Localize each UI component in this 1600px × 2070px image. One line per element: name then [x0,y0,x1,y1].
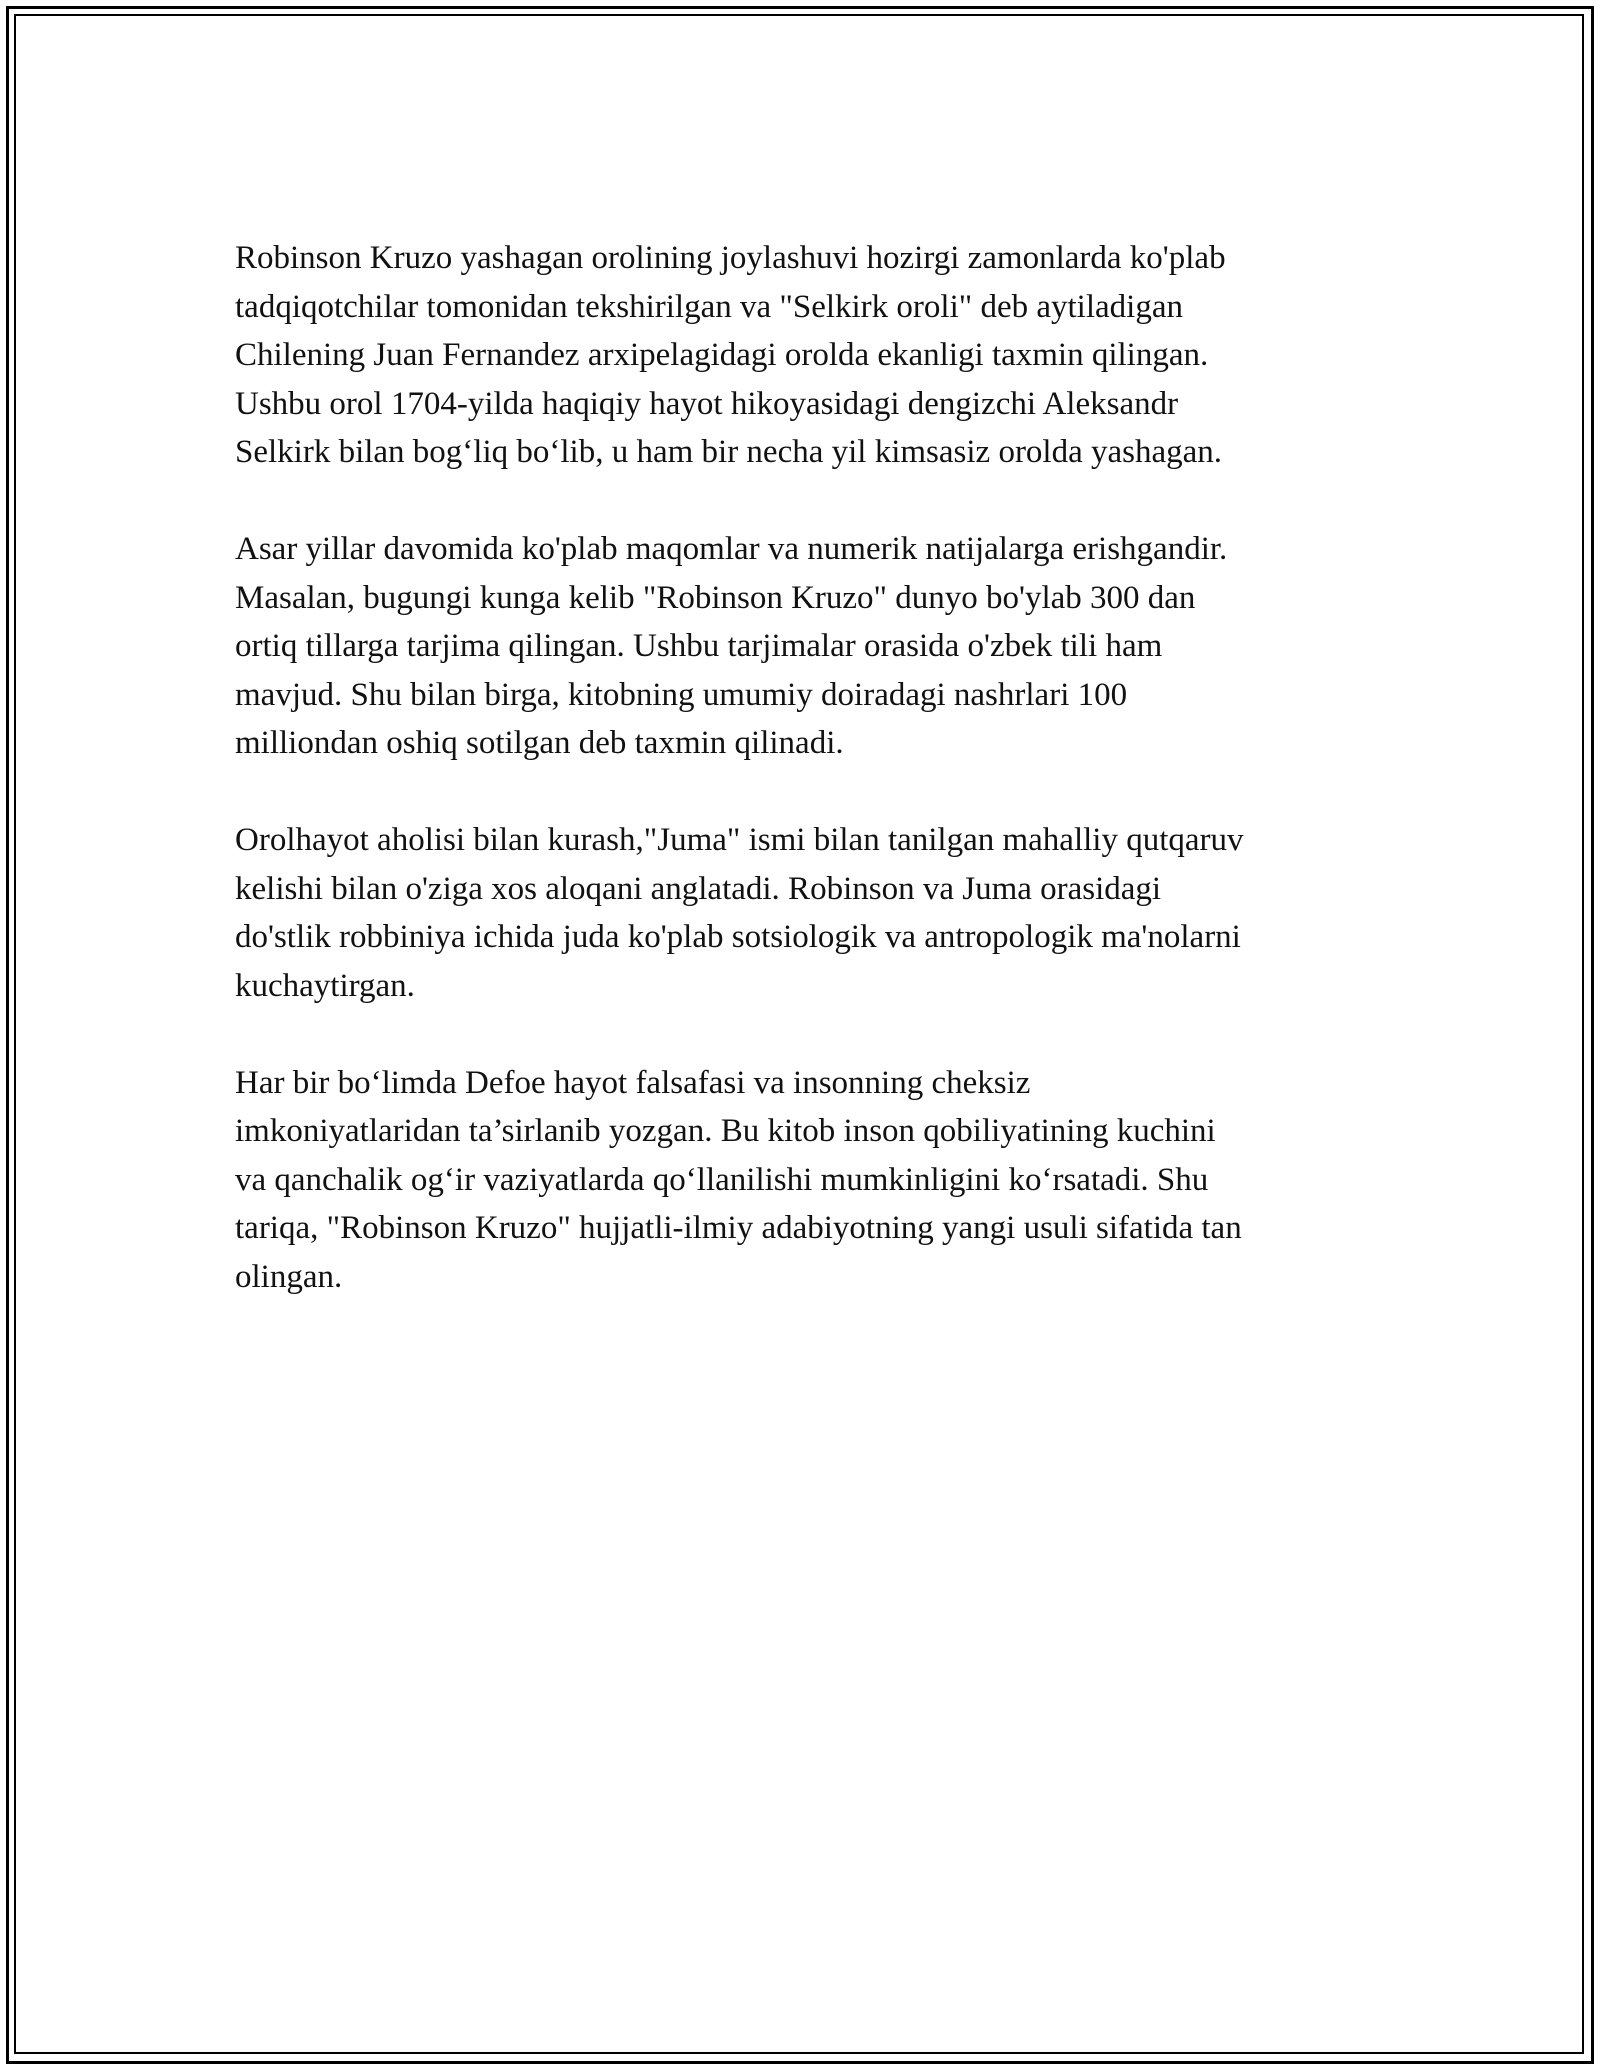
text-line: olingan. [235,1258,343,1295]
text-line: do'stlik robbiniya ichida juda ko'plab sotsiologik va antropologik ma'nolarni [235,919,1241,955]
text-line: milliondan oshiq sotilgan deb taxmin qilinadi. [235,725,844,761]
text-line: mavjud. Shu bilan birga, kitobning umumiy doiradagi nashrlari 100 [235,676,1128,713]
text-line: tariqa, "Robinson Kruzo" hujjatli-ilmiy adabiyotning yangi usuli sifatida tan [235,1210,1242,1246]
text-line: ortiq tillarga tarjima qilingan. Ushbu tarjimalar orasida o'zbek tili ham [235,628,1163,664]
document-body [235,234,1370,1350]
paragraph-2 [235,525,1370,768]
text-line: kuchaytirgan. [235,967,415,1004]
text-line: Chilening Juan Fernandez arxipelagidagi orolda ekanligi taxmin qilingan. [235,337,1209,373]
paragraph-4 [235,1059,1370,1302]
text-line: Ushbu orol 1704-yilda haqiqiy hayot hikoyasidagi dengizchi Aleksandr [235,385,1179,422]
paragraph-1 [235,234,1370,477]
text-line: tadqiqotchilar tomonidan tekshirilgan va "Selkirk oroli" deb aytiladigan [235,288,1183,325]
paragraph-3 [235,816,1370,1010]
text-line: imkoniyatlaridan ta’sirlanib yozgan. Bu kitob inson qobiliyatining kuchini [235,1113,1216,1149]
text-line: va qanchalik og‘ir vaziyatlarda qo‘llanilishi mumkinligini ko‘rsatadi. Shu [235,1161,1209,1198]
text-line: Har bir bo‘limda Defoe hayot falsafasi va insonning cheksiz [235,1064,1031,1101]
text-line: Orolhayot aholisi bilan kurash,"Juma" ismi bilan tanilgan mahalliy qutqaruv [235,822,1244,858]
text-line: Robinson Kruzo yashagan orolining joylashuvi hozirgi zamonlarda ko'plab [235,240,1226,276]
text-line: Asar yillar davomida ko'plab maqomlar va numerik natijalarga erishgandir. [235,531,1228,567]
text-line: Masalan, bugungi kunga kelib "Robinson Kruzo" dunyo bo'ylab 300 dan [235,579,1196,616]
text-line: kelishi bilan o'ziga xos aloqani anglatadi. Robinson va Juma orasidagi [235,870,1162,907]
text-line: Selkirk bilan bog‘liq bo‘lib, u ham bir necha yil kimsasiz orolda yashagan. [235,434,1223,470]
